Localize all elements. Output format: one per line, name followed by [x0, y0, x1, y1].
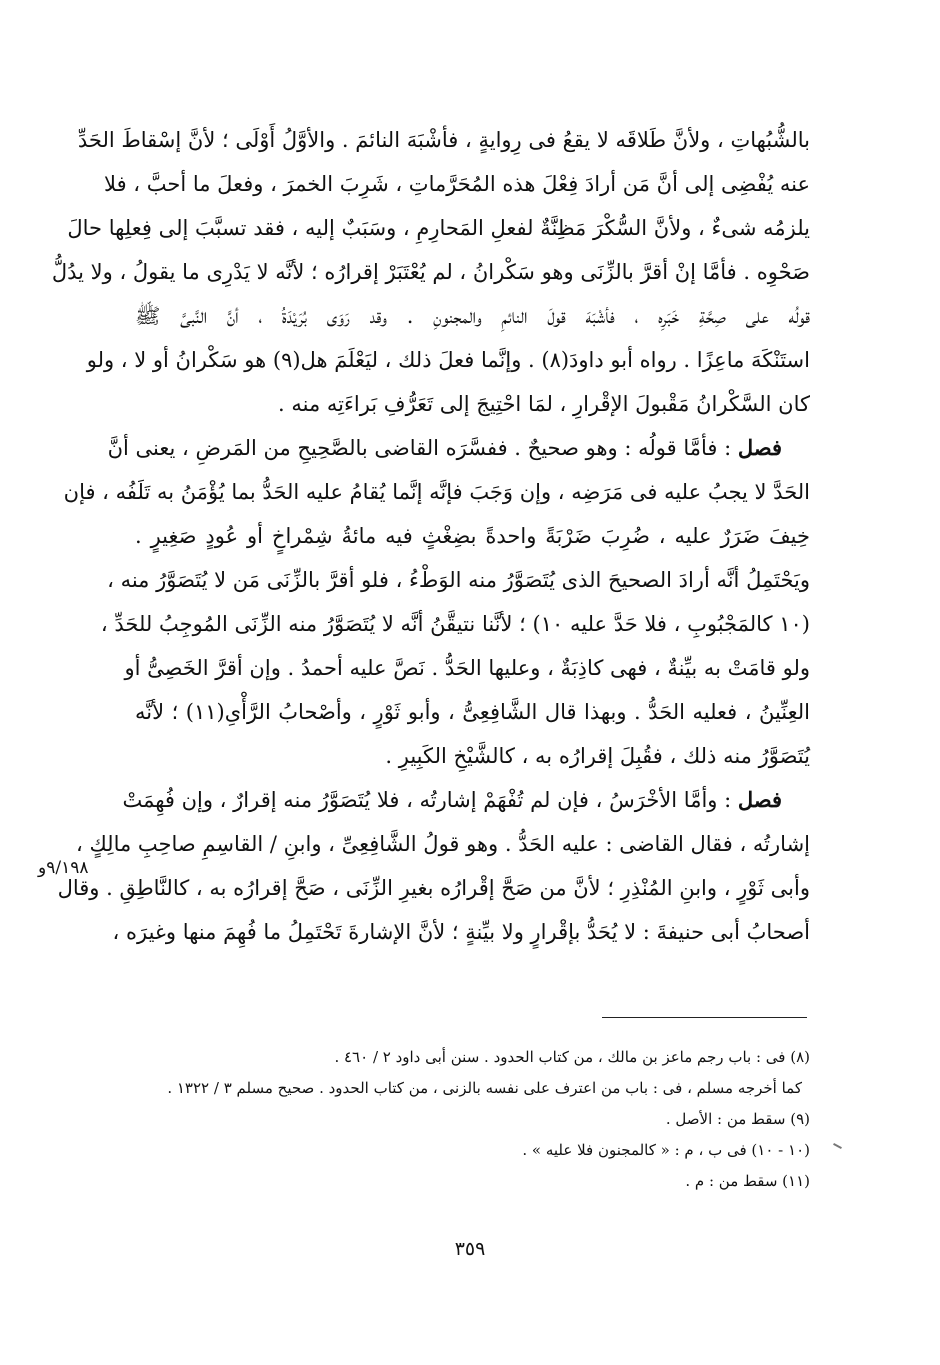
text-line: العِنِّينُ ، فعليه الحَدُّ . وبهذا قال الشَّافِعِىُّ ، وأبو ثَوْرٍ ، وأصْحابُ الرَّأْىِ(١١) ؛ لأنَّه	[135, 700, 810, 724]
section-heading-word: فصل	[737, 787, 782, 812]
footnote: (٨) فى : باب رجم ماعز بن مالك ، من كتاب الحدود . سنن أبى داود ٢ / ٤٦٠ .	[334, 1048, 810, 1066]
text-line: صَحْوِه . فأمَّا إنْ أقرَّ بالزِّنَى وهو سَكْرانُ ، لم يُعْتَبَرْ إقرارُه ؛ لأنَّه لا يَدْرِى ما يقولُ ، ولا يدُلُّ	[51, 260, 810, 284]
text-line: قولُه على صِحَّةِ خَبَرِه ، فأشْبَهَ قولَ النائمِ والمجنونِ . وقد رَوَى بُرَيْدَةُ ، أنَّ النَّبىَّ ﷺ	[135, 304, 810, 328]
text-line: ولو قامَتْ به بيِّنةٌ ، فهى كاذِبَةٌ ، وعليها الحَدُّ . نَصَّ عليه أحمدُ . وإن أقرَّ الخَصِىُّ أو	[124, 656, 810, 680]
text-line: بالشُّبُهاتِ ، ولأنَّ طَلاقَه لا يقعُ فى رِوايةٍ ، فأشْبَهَ النائمَ . والأوَّلُ أَوْلَى ؛ لأنَّ إسْقاطَ الحَدِّ	[77, 128, 810, 152]
text-line: كان السَّكْرانُ مَقْبولَ الإقْرارِ ، لمَا احْتِيجَ إلى تَعَرُّفِ بَراءَتِه منه .	[278, 392, 810, 416]
footnote: (١٠ - ١٠) فى ب ، م : « كالمجنون فلا عليه » .	[522, 1141, 810, 1159]
text-line: عنه يُفْضِى إلى أنَّ مَن أرادَ فِعْلَ هذه المُحَرَّماتِ ، شَرِبَ الخمرَ ، وفعلَ ما أحبَّ ، فلا	[104, 172, 810, 196]
text-line: ويَحْتَمِلُ أنَّه أرادَ الصحيحَ الذى يُتَصَوَّرُ منه الوَطْءُ ، فلو أقرَّ بالزِّنَى مَن لا يُتَصَوَّرُ منه ،	[107, 568, 810, 592]
section-heading-word: فصل	[737, 435, 782, 460]
manuscript-folio-note: ٩/١٩٨و	[38, 858, 89, 878]
footnote: (١١) سقط من : م .	[685, 1172, 810, 1190]
footnote: (٩) سقط من : الأصل .	[665, 1110, 810, 1128]
text-line: خِيفَ ضَرَرٌ عليه ، ضُرِبَ ضَرْبَةً واحدةً بضِغْثٍ فيه مائةُ شِمْراخٍ أو عُودٍ صَغِيرٍ .	[135, 524, 810, 548]
text-line: (١٠ كالمَجْبُوبِ ، فلا حَدَّ عليه ١٠) ؛ لأنَّنا نتيقَّنُ أنَّه لا يُتَصَوَّرُ منه الزِّنَى المُوجِبُ للحَدِّ ،	[100, 612, 810, 636]
footnotes-block	[167, 1042, 810, 1197]
page-number: ٣٥٩	[454, 1238, 486, 1260]
text-line: استَنْكَهَ ماعِزًا . رواه أبو داودَ(٨) . وإنَّما فعلَ ذلك ، ليَعْلَمَ هل(٩) هو سَكْرانُ أو لا ، ولو	[86, 348, 810, 372]
text-line: يلزمُه شىءٌ ، ولأنَّ السُّكْرَ مَظِنَّةٌ لفعلِ المَحارِمِ ، وسَبَبٌ إليه ، فقد تسبَّبَ إلى فِعلِها حالَ	[67, 216, 810, 240]
text-line: يُتَصَوَّرُ منه ذلك ، فقُبِلَ إقرارُه به ، كالشَّيْخِ الكَبِيرِ .	[385, 744, 810, 768]
scan-artifact-mark	[833, 1143, 842, 1149]
text-line: أصحابُ أبى حنيفةَ : لا يُحَدُّ بإقْرارٍ ولا بيِّنةٍ ؛ لأنَّ الإشارةَ تَحْتَمِلُ ما فُهِمَ منها وغيرَه ،	[112, 920, 810, 944]
section-heading-line: فصل : وأمَّا الأخْرَسُ ، فإن لم تُفْهَمْ إشارتُه ، فلا يُتَصَوَّرُ منه إقرارٌ ، وإن فُهِمَتْ	[122, 787, 782, 812]
footnote-separator	[602, 1017, 807, 1018]
footnote: كما أخرجه مسلم ، فى : باب من اعترف على نفسه بالزنى ، من كتاب الحدود . صحيح مسلم ٣ / ١٣٢٢ .	[167, 1079, 802, 1097]
text-line: وأبى ثَوْرٍ ، وابنِ المُنْذِرِ ؛ لأنَّ من صَحَّ إقْرارُه بغيرِ الزِّنَى ، صَحَّ إقرارُه به ، كالنَّاطِقِ . وقال	[57, 876, 810, 900]
text-line: إشارتُه ، فقال القاضى : عليه الحَدُّ . وهو قولُ الشَّافِعِىِّ ، وابنِ / القاسِمِ صاحِبِ مالِكٍ ،	[76, 832, 810, 856]
text-line: الحَدَّ لا يجبُ عليه فى مَرَضِه ، وإن وَجَبَ فإنَّه إنَّما يُقامُ عليه الحَدُّ بما يُؤْمَنُ به تَلَفُه ، فإن	[63, 480, 810, 504]
section-heading-line: فصل : فأمَّا قولُه : وهو صحيحٌ . ففسَّرَه القاضى بالصَّحِيحِ من المَرضِ ، يعنى أنَّ	[107, 435, 782, 460]
